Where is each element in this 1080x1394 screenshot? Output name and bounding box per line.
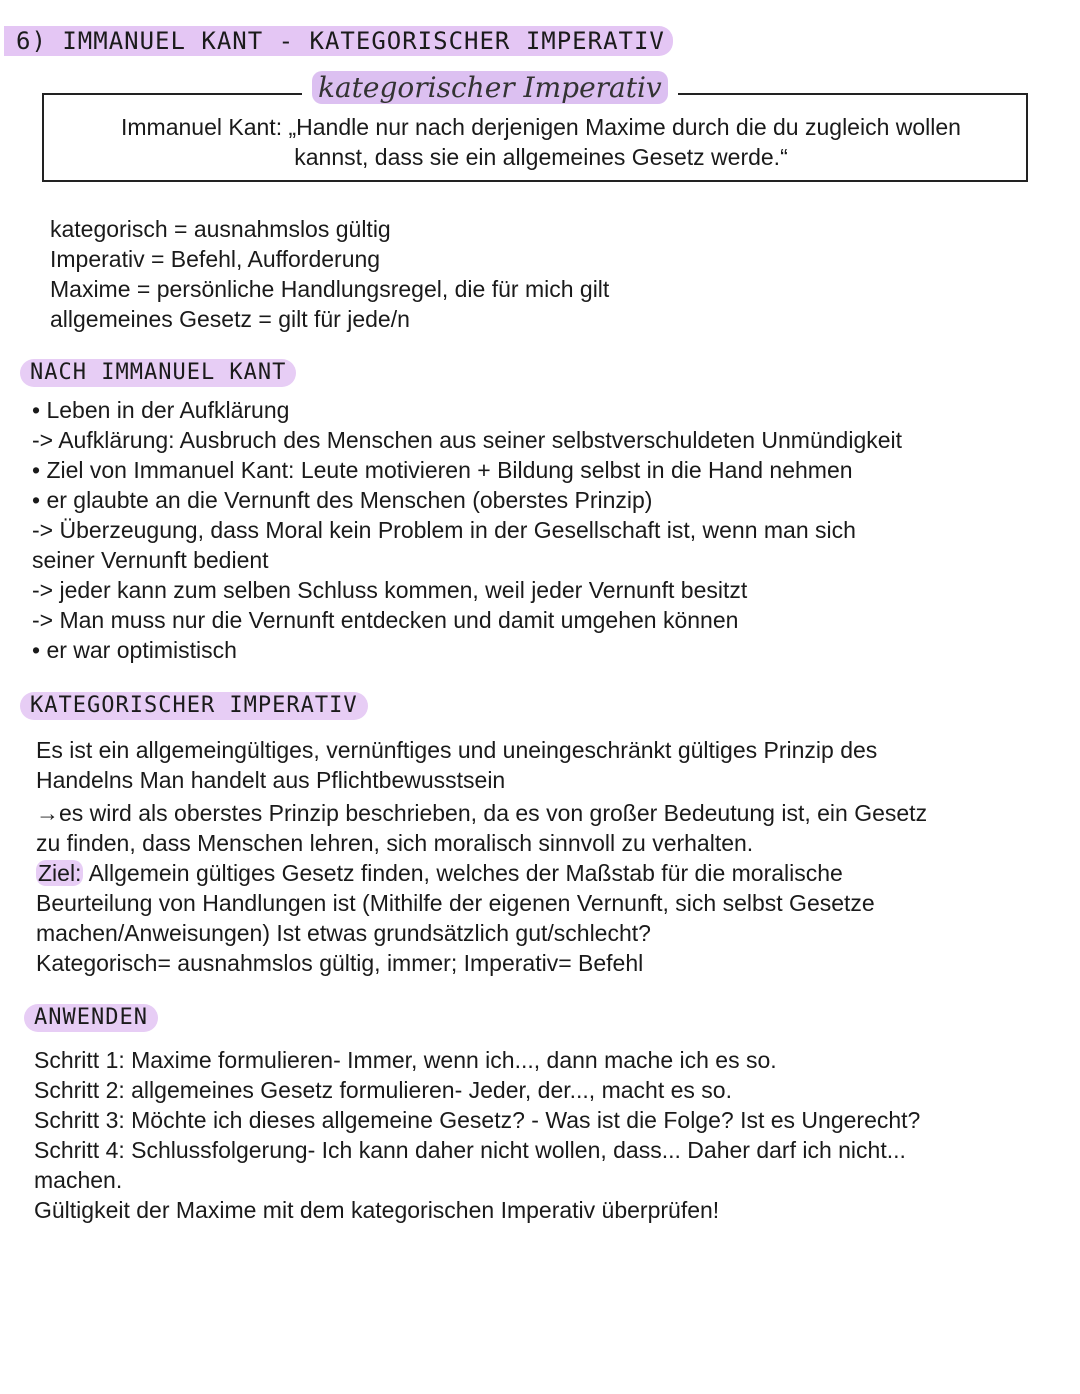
body-line: Schritt 2: allgemeines Gesetz formulieren- Jeder, der..., macht es so. bbox=[34, 1077, 732, 1103]
kant-quote-line-1: Immanuel Kant: „Handle nur nach derjenigen Maxime durch die du zugleich wollen bbox=[121, 114, 961, 140]
ziel-text: Allgemein gültiges Gesetz finden, welches der Maßstab für die moralische bbox=[83, 860, 843, 886]
body-line: -> Man muss nur die Vernunft entdecken und damit umgehen können bbox=[32, 607, 739, 633]
body-line: -> Überzeugung, dass Moral kein Problem in der Gesellschaft ist, wenn man sich bbox=[32, 517, 856, 543]
body-line: -> Aufklärung: Ausbruch des Menschen aus seiner selbstverschuldeten Unmündigkeit bbox=[32, 427, 903, 453]
body-line: →es wird als oberstes Prinzip beschrieben, da es von großer Bedeutung ist, ein Gesetz bbox=[36, 800, 928, 826]
body-line: • er war optimistisch bbox=[32, 637, 237, 663]
body-line: • Ziel von Immanuel Kant: Leute motivieren + Bildung selbst in die Hand nehmen bbox=[32, 457, 853, 483]
body-line: Es ist ein allgemeingültiges, vernünftiges und uneingeschränkt gültiges Prinzip des bbox=[36, 737, 878, 763]
body-line: -> jeder kann zum selben Schluss kommen, weil jeder Vernunft besitzt bbox=[32, 577, 748, 603]
body-line: Schritt 4: Schlussfolgerung- Ich kann daher nicht wollen, dass... Daher darf ich nicht... bbox=[34, 1137, 906, 1163]
body-line: Schritt 3: Möchte ich dieses allgemeine Gesetz? - Was ist die Folge? Ist es Ungerecht? bbox=[34, 1107, 921, 1133]
section-heading-nach-kant: NACH IMMANUEL KANT bbox=[20, 359, 296, 387]
ziel-label: Ziel: bbox=[38, 860, 82, 886]
definition-item: kategorisch = ausnahmslos gültig bbox=[50, 216, 391, 242]
quote-box-label bbox=[302, 68, 678, 108]
body-line: machen/Anweisungen) Ist etwas grundsätzlich gut/schlecht? bbox=[36, 920, 651, 946]
body-line: Gültigkeit der Maxime mit dem kategorischen Imperativ überprüfen! bbox=[34, 1197, 720, 1223]
body-line: • er glaubte an die Vernunft des Menschen (oberstes Prinzip) bbox=[32, 487, 653, 513]
body-line: Schritt 1: Maxime formulieren- Immer, wenn ich..., dann mache ich es so. bbox=[34, 1047, 777, 1073]
kant-quote bbox=[58, 112, 1024, 172]
body-line: Kategorisch= ausnahmslos gültig, immer; Imperativ= Befehl bbox=[36, 950, 644, 976]
body-line: Beurteilung von Handlungen ist (Mithilfe der eigenen Vernunft, sich selbst Gesetze bbox=[36, 890, 875, 916]
definitions-list bbox=[50, 214, 609, 334]
section-heading-kategorischer-imperativ: KATEGORISCHER IMPERATIV bbox=[20, 692, 368, 720]
section-body-kategorischer-imperativ bbox=[36, 735, 927, 978]
kant-quote-line-2: kannst, dass sie ein allgemeines Gesetz werde.“ bbox=[294, 144, 788, 170]
body-line: • Leben in der Aufklärung bbox=[32, 397, 290, 423]
definition-item: allgemeines Gesetz = gilt für jede/n bbox=[50, 306, 410, 332]
body-line: machen. bbox=[34, 1167, 123, 1193]
body-line: zu finden, dass Menschen lehren, sich moralisch sinnvoll zu verhalten. bbox=[36, 830, 754, 856]
quote-box-label-text: kategorischer Imperativ bbox=[312, 71, 668, 104]
body-line: seiner Vernunft bedient bbox=[32, 547, 269, 573]
definition-item: Imperativ = Befehl, Aufforderung bbox=[50, 246, 381, 272]
section-body-anwenden bbox=[34, 1045, 920, 1225]
section-heading-anwenden: ANWENDEN bbox=[24, 1004, 158, 1032]
body-line: Handelns Man handelt aus Pflichtbewusstsein bbox=[36, 767, 506, 793]
definition-item: Maxime = persönliche Handlungsregel, die für mich gilt bbox=[50, 276, 610, 302]
page-title: 6) IMMANUEL KANT - KATEGORISCHER IMPERATIV bbox=[4, 26, 673, 56]
ziel-line bbox=[36, 858, 927, 888]
section-body-nach-kant bbox=[32, 395, 902, 665]
